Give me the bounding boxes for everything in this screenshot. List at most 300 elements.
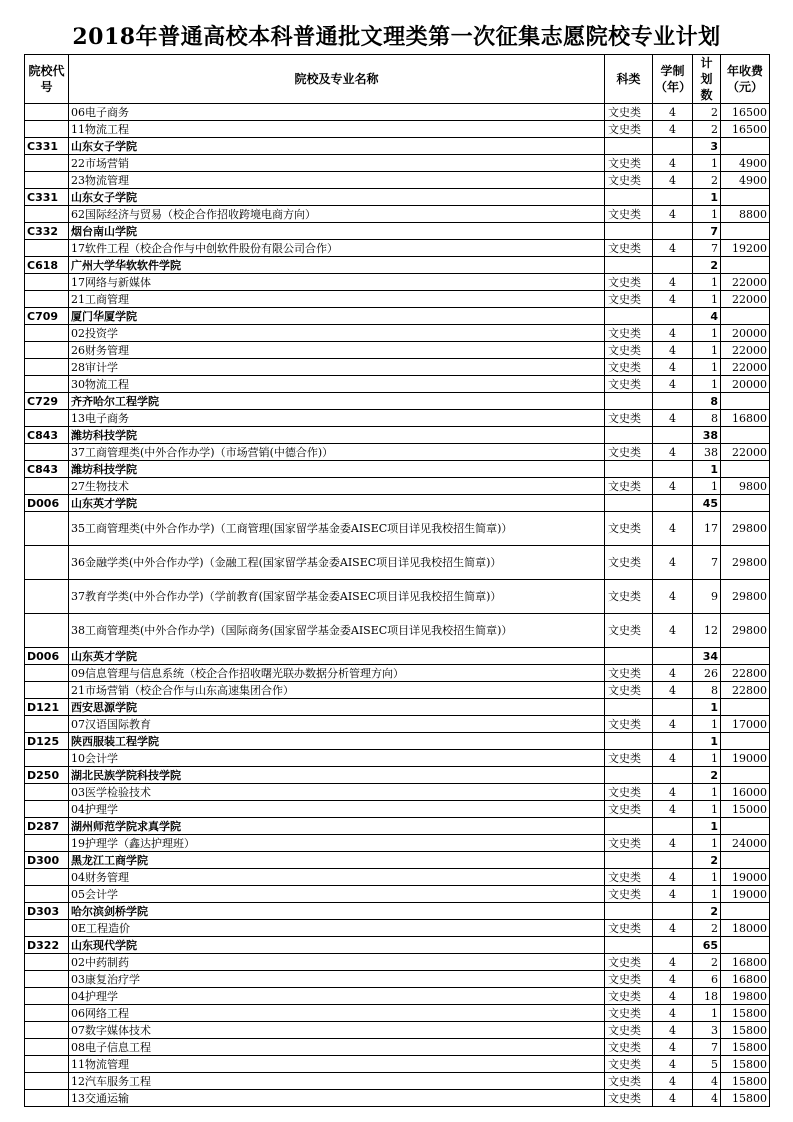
code-cell: [25, 784, 69, 801]
duration-cell: 4: [653, 614, 693, 648]
code-cell: [25, 1090, 69, 1107]
university-name: 潍坊科技学院: [69, 427, 605, 444]
fee-cell: 15800: [721, 1005, 770, 1022]
fee-cell: 19200: [721, 240, 770, 257]
university-name: 山东英才学院: [69, 495, 605, 512]
major-row: [25, 869, 770, 886]
major-row: [25, 240, 770, 257]
university-code: C618: [25, 257, 69, 274]
code-cell: [25, 954, 69, 971]
category-cell: 文史类: [605, 444, 653, 461]
plan-count: 1: [693, 835, 721, 852]
fee-cell: [721, 461, 770, 478]
plan-count: 4: [693, 1073, 721, 1090]
fee-cell: 15800: [721, 1056, 770, 1073]
duration-cell: [653, 767, 693, 784]
fee-cell: [721, 223, 770, 240]
fee-cell: 4900: [721, 172, 770, 189]
code-cell: [25, 478, 69, 495]
header-duration: 学制（年）: [653, 55, 693, 104]
code-cell: [25, 410, 69, 427]
code-cell: [25, 971, 69, 988]
header-fee: 年收费（元）: [721, 55, 770, 104]
duration-cell: [653, 257, 693, 274]
major-name: 37教育学类(中外合作办学)（学前教育(国家留学基金委AISEC项目详见我校招生简章)）: [69, 580, 605, 614]
category-cell: 文史类: [605, 750, 653, 767]
major-name: 26财务管理: [69, 342, 605, 359]
university-code: D006: [25, 495, 69, 512]
category-cell: 文史类: [605, 359, 653, 376]
plan-count: 2: [693, 954, 721, 971]
category-cell: [605, 699, 653, 716]
major-name: 0E工程造价: [69, 920, 605, 937]
major-name: 06网络工程: [69, 1005, 605, 1022]
category-cell: 文史类: [605, 410, 653, 427]
fee-cell: [721, 733, 770, 750]
fee-cell: 16000: [721, 784, 770, 801]
category-cell: 文史类: [605, 954, 653, 971]
fee-cell: [721, 852, 770, 869]
plan-count: 7: [693, 240, 721, 257]
university-name: 山东英才学院: [69, 648, 605, 665]
header-plan: 计划数: [693, 55, 721, 104]
major-name: 08电子信息工程: [69, 1039, 605, 1056]
fee-cell: 22000: [721, 291, 770, 308]
code-cell: [25, 376, 69, 393]
plan-count: 1: [693, 886, 721, 903]
code-cell: [25, 1039, 69, 1056]
duration-cell: 4: [653, 546, 693, 580]
duration-cell: 4: [653, 104, 693, 121]
plan-count: 18: [693, 988, 721, 1005]
plan-count: 1: [693, 478, 721, 495]
university-row: [25, 733, 770, 750]
duration-cell: [653, 189, 693, 206]
category-cell: 文史类: [605, 155, 653, 172]
plan-count: 26: [693, 665, 721, 682]
duration-cell: 4: [653, 512, 693, 546]
duration-cell: [653, 223, 693, 240]
category-cell: 文史类: [605, 1090, 653, 1107]
university-row: [25, 393, 770, 410]
major-row: [25, 1022, 770, 1039]
university-row: [25, 308, 770, 325]
duration-cell: 4: [653, 784, 693, 801]
category-cell: 文史类: [605, 121, 653, 138]
category-cell: 文史类: [605, 886, 653, 903]
category-cell: 文史类: [605, 988, 653, 1005]
major-name: 09信息管理与信息系统（校企合作招收曙光联办数据分析管理方向）: [69, 665, 605, 682]
major-row: [25, 971, 770, 988]
code-cell: [25, 206, 69, 223]
major-row: [25, 172, 770, 189]
duration-cell: 4: [653, 240, 693, 257]
major-name: 10会计学: [69, 750, 605, 767]
fee-cell: 19800: [721, 988, 770, 1005]
fee-cell: 29800: [721, 614, 770, 648]
fee-cell: 22800: [721, 682, 770, 699]
header-category: 科类: [605, 55, 653, 104]
plan-count: 4: [693, 1090, 721, 1107]
fee-cell: 15000: [721, 801, 770, 818]
category-cell: 文史类: [605, 240, 653, 257]
fee-cell: 22000: [721, 359, 770, 376]
university-row: [25, 767, 770, 784]
major-row: [25, 954, 770, 971]
university-name: 山东现代学院: [69, 937, 605, 954]
major-row: [25, 716, 770, 733]
major-row: [25, 546, 770, 580]
plan-count: 3: [693, 1022, 721, 1039]
code-cell: [25, 682, 69, 699]
category-cell: 文史类: [605, 325, 653, 342]
duration-cell: [653, 138, 693, 155]
major-row: [25, 750, 770, 767]
major-name: 23物流管理: [69, 172, 605, 189]
plan-count: 1: [693, 291, 721, 308]
university-row: [25, 138, 770, 155]
university-row: [25, 257, 770, 274]
category-cell: 文史类: [605, 172, 653, 189]
duration-cell: [653, 495, 693, 512]
category-cell: 文史类: [605, 580, 653, 614]
plan-total: 2: [693, 767, 721, 784]
code-cell: [25, 750, 69, 767]
major-row: [25, 614, 770, 648]
code-cell: [25, 1022, 69, 1039]
duration-cell: 4: [653, 444, 693, 461]
plan-count: 1: [693, 155, 721, 172]
plan-total: 1: [693, 733, 721, 750]
major-row: [25, 410, 770, 427]
plan-count: 2: [693, 121, 721, 138]
category-cell: [605, 903, 653, 920]
university-row: [25, 903, 770, 920]
duration-cell: [653, 308, 693, 325]
university-code: C843: [25, 427, 69, 444]
code-cell: [25, 444, 69, 461]
fee-cell: 16800: [721, 971, 770, 988]
major-row: [25, 988, 770, 1005]
fee-cell: 22800: [721, 665, 770, 682]
plan-total: 8: [693, 393, 721, 410]
fee-cell: [721, 648, 770, 665]
plan-count: 7: [693, 1039, 721, 1056]
category-cell: 文史类: [605, 665, 653, 682]
major-name: 28审计学: [69, 359, 605, 376]
duration-cell: 4: [653, 1056, 693, 1073]
category-cell: [605, 393, 653, 410]
plan-count: 1: [693, 869, 721, 886]
category-cell: [605, 648, 653, 665]
duration-cell: 4: [653, 920, 693, 937]
duration-cell: [653, 937, 693, 954]
plan-count: 1: [693, 376, 721, 393]
plan-count: 7: [693, 546, 721, 580]
duration-cell: 4: [653, 954, 693, 971]
fee-cell: [721, 189, 770, 206]
major-row: [25, 886, 770, 903]
duration-cell: 4: [653, 1022, 693, 1039]
code-cell: [25, 716, 69, 733]
category-cell: [605, 223, 653, 240]
fee-cell: [721, 427, 770, 444]
major-row: [25, 1073, 770, 1090]
university-code: C332: [25, 223, 69, 240]
major-name: 36金融学类(中外合作办学)（金融工程(国家留学基金委AISEC项目详见我校招生简章)）: [69, 546, 605, 580]
major-name: 27生物技术: [69, 478, 605, 495]
major-row: [25, 359, 770, 376]
plan-total: 2: [693, 852, 721, 869]
major-name: 04护理学: [69, 988, 605, 1005]
fee-cell: [721, 393, 770, 410]
major-row: [25, 1090, 770, 1107]
university-row: [25, 189, 770, 206]
category-cell: 文史类: [605, 614, 653, 648]
major-name: 04护理学: [69, 801, 605, 818]
fee-cell: [721, 937, 770, 954]
plan-count: 12: [693, 614, 721, 648]
category-cell: 文史类: [605, 206, 653, 223]
category-cell: [605, 937, 653, 954]
fee-cell: 16500: [721, 121, 770, 138]
plan-count: 17: [693, 512, 721, 546]
university-code: D006: [25, 648, 69, 665]
duration-cell: [653, 427, 693, 444]
plan-table: [24, 54, 770, 1107]
major-row: [25, 104, 770, 121]
duration-cell: 4: [653, 869, 693, 886]
code-cell: [25, 291, 69, 308]
plan-count: 2: [693, 920, 721, 937]
major-row: [25, 376, 770, 393]
fee-cell: [721, 767, 770, 784]
major-name: 11物流工程: [69, 121, 605, 138]
fee-cell: 18000: [721, 920, 770, 937]
major-name: 22市场营销: [69, 155, 605, 172]
major-row: [25, 274, 770, 291]
duration-cell: 4: [653, 342, 693, 359]
duration-cell: [653, 903, 693, 920]
plan-total: 1: [693, 699, 721, 716]
major-row: [25, 920, 770, 937]
university-name: 山东女子学院: [69, 138, 605, 155]
duration-cell: 4: [653, 274, 693, 291]
major-row: [25, 835, 770, 852]
major-name: 05会计学: [69, 886, 605, 903]
plan-total: 3: [693, 138, 721, 155]
university-name: 山东女子学院: [69, 189, 605, 206]
code-cell: [25, 988, 69, 1005]
fee-cell: 29800: [721, 580, 770, 614]
fee-cell: [721, 257, 770, 274]
university-row: [25, 699, 770, 716]
plan-total: 2: [693, 903, 721, 920]
code-cell: [25, 1073, 69, 1090]
header-code: 院校代号: [25, 55, 69, 104]
plan-count: 38: [693, 444, 721, 461]
major-name: 11物流管理: [69, 1056, 605, 1073]
plan-total: 45: [693, 495, 721, 512]
fee-cell: 15800: [721, 1090, 770, 1107]
university-code: D303: [25, 903, 69, 920]
category-cell: [605, 767, 653, 784]
category-cell: 文史类: [605, 274, 653, 291]
major-name: 13交通运输: [69, 1090, 605, 1107]
duration-cell: [653, 699, 693, 716]
code-cell: [25, 342, 69, 359]
category-cell: 文史类: [605, 342, 653, 359]
category-cell: 文史类: [605, 682, 653, 699]
major-row: [25, 801, 770, 818]
major-name: 35工商管理类(中外合作办学)（工商管理(国家留学基金委AISEC项目详见我校招生简章)）: [69, 512, 605, 546]
duration-cell: 4: [653, 716, 693, 733]
university-name: 潍坊科技学院: [69, 461, 605, 478]
duration-cell: 4: [653, 1073, 693, 1090]
duration-cell: [653, 818, 693, 835]
fee-cell: [721, 138, 770, 155]
code-cell: [25, 240, 69, 257]
plan-total: 2: [693, 257, 721, 274]
fee-cell: 15800: [721, 1039, 770, 1056]
university-row: [25, 461, 770, 478]
code-cell: [25, 325, 69, 342]
university-code: D300: [25, 852, 69, 869]
university-name: 西安思源学院: [69, 699, 605, 716]
code-cell: [25, 1056, 69, 1073]
major-name: 03康复治疗学: [69, 971, 605, 988]
major-row: [25, 155, 770, 172]
duration-cell: 4: [653, 291, 693, 308]
university-code: D125: [25, 733, 69, 750]
plan-count: 1: [693, 206, 721, 223]
major-name: 62国际经济与贸易（校企合作招收跨境电商方向）: [69, 206, 605, 223]
code-cell: [25, 546, 69, 580]
plan-total: 34: [693, 648, 721, 665]
category-cell: 文史类: [605, 376, 653, 393]
major-name: 30物流工程: [69, 376, 605, 393]
major-name: 12汽车服务工程: [69, 1073, 605, 1090]
category-cell: 文史类: [605, 104, 653, 121]
category-cell: 文史类: [605, 1005, 653, 1022]
plan-count: 2: [693, 104, 721, 121]
plan-count: 1: [693, 1005, 721, 1022]
major-row: [25, 784, 770, 801]
category-cell: 文史类: [605, 1073, 653, 1090]
duration-cell: [653, 733, 693, 750]
fee-cell: 15800: [721, 1022, 770, 1039]
plan-count: 8: [693, 682, 721, 699]
duration-cell: 4: [653, 206, 693, 223]
duration-cell: [653, 393, 693, 410]
plan-total: 1: [693, 461, 721, 478]
major-name: 04财务管理: [69, 869, 605, 886]
university-code: C331: [25, 189, 69, 206]
category-cell: [605, 733, 653, 750]
duration-cell: 4: [653, 580, 693, 614]
table-header-row: [25, 55, 770, 104]
plan-total: 4: [693, 308, 721, 325]
major-row: [25, 1039, 770, 1056]
duration-cell: 4: [653, 835, 693, 852]
plan-count: 1: [693, 325, 721, 342]
fee-cell: 29800: [721, 512, 770, 546]
university-name: 黑龙江工商学院: [69, 852, 605, 869]
category-cell: 文史类: [605, 546, 653, 580]
major-row: [25, 342, 770, 359]
category-cell: 文史类: [605, 869, 653, 886]
fee-cell: 29800: [721, 546, 770, 580]
code-cell: [25, 801, 69, 818]
code-cell: [25, 359, 69, 376]
major-row: [25, 580, 770, 614]
plan-count: 1: [693, 784, 721, 801]
university-code: D250: [25, 767, 69, 784]
plan-total: 7: [693, 223, 721, 240]
major-name: 17软件工程（校企合作与中创软件股份有限公司合作）: [69, 240, 605, 257]
category-cell: [605, 818, 653, 835]
code-cell: [25, 886, 69, 903]
category-cell: 文史类: [605, 1039, 653, 1056]
university-code: C331: [25, 138, 69, 155]
university-row: [25, 648, 770, 665]
duration-cell: [653, 461, 693, 478]
major-row: [25, 325, 770, 342]
fee-cell: 9800: [721, 478, 770, 495]
plan-count: 2: [693, 172, 721, 189]
category-cell: 文史类: [605, 920, 653, 937]
plan-count: 1: [693, 801, 721, 818]
fee-cell: 24000: [721, 835, 770, 852]
plan-count: 5: [693, 1056, 721, 1073]
category-cell: 文史类: [605, 716, 653, 733]
category-cell: [605, 257, 653, 274]
duration-cell: 4: [653, 988, 693, 1005]
major-name: 07汉语国际教育: [69, 716, 605, 733]
category-cell: 文史类: [605, 835, 653, 852]
university-name: 湖北民族学院科技学院: [69, 767, 605, 784]
category-cell: [605, 308, 653, 325]
category-cell: [605, 138, 653, 155]
duration-cell: 4: [653, 410, 693, 427]
duration-cell: 4: [653, 1090, 693, 1107]
duration-cell: 4: [653, 750, 693, 767]
category-cell: 文史类: [605, 801, 653, 818]
major-row: [25, 444, 770, 461]
university-row: [25, 223, 770, 240]
fee-cell: [721, 308, 770, 325]
major-name: 17网络与新媒体: [69, 274, 605, 291]
fee-cell: 19000: [721, 750, 770, 767]
major-row: [25, 1005, 770, 1022]
code-cell: [25, 580, 69, 614]
university-code: D121: [25, 699, 69, 716]
fee-cell: 16800: [721, 954, 770, 971]
fee-cell: 22000: [721, 274, 770, 291]
fee-cell: [721, 699, 770, 716]
header-name: 院校及专业名称: [69, 55, 605, 104]
university-row: [25, 427, 770, 444]
category-cell: 文史类: [605, 784, 653, 801]
table-body: [25, 104, 770, 1107]
major-name: 02中药制药: [69, 954, 605, 971]
plan-count: 1: [693, 716, 721, 733]
plan-total: 65: [693, 937, 721, 954]
duration-cell: 4: [653, 1005, 693, 1022]
fee-cell: 19000: [721, 886, 770, 903]
fee-cell: 8800: [721, 206, 770, 223]
major-row: [25, 512, 770, 546]
